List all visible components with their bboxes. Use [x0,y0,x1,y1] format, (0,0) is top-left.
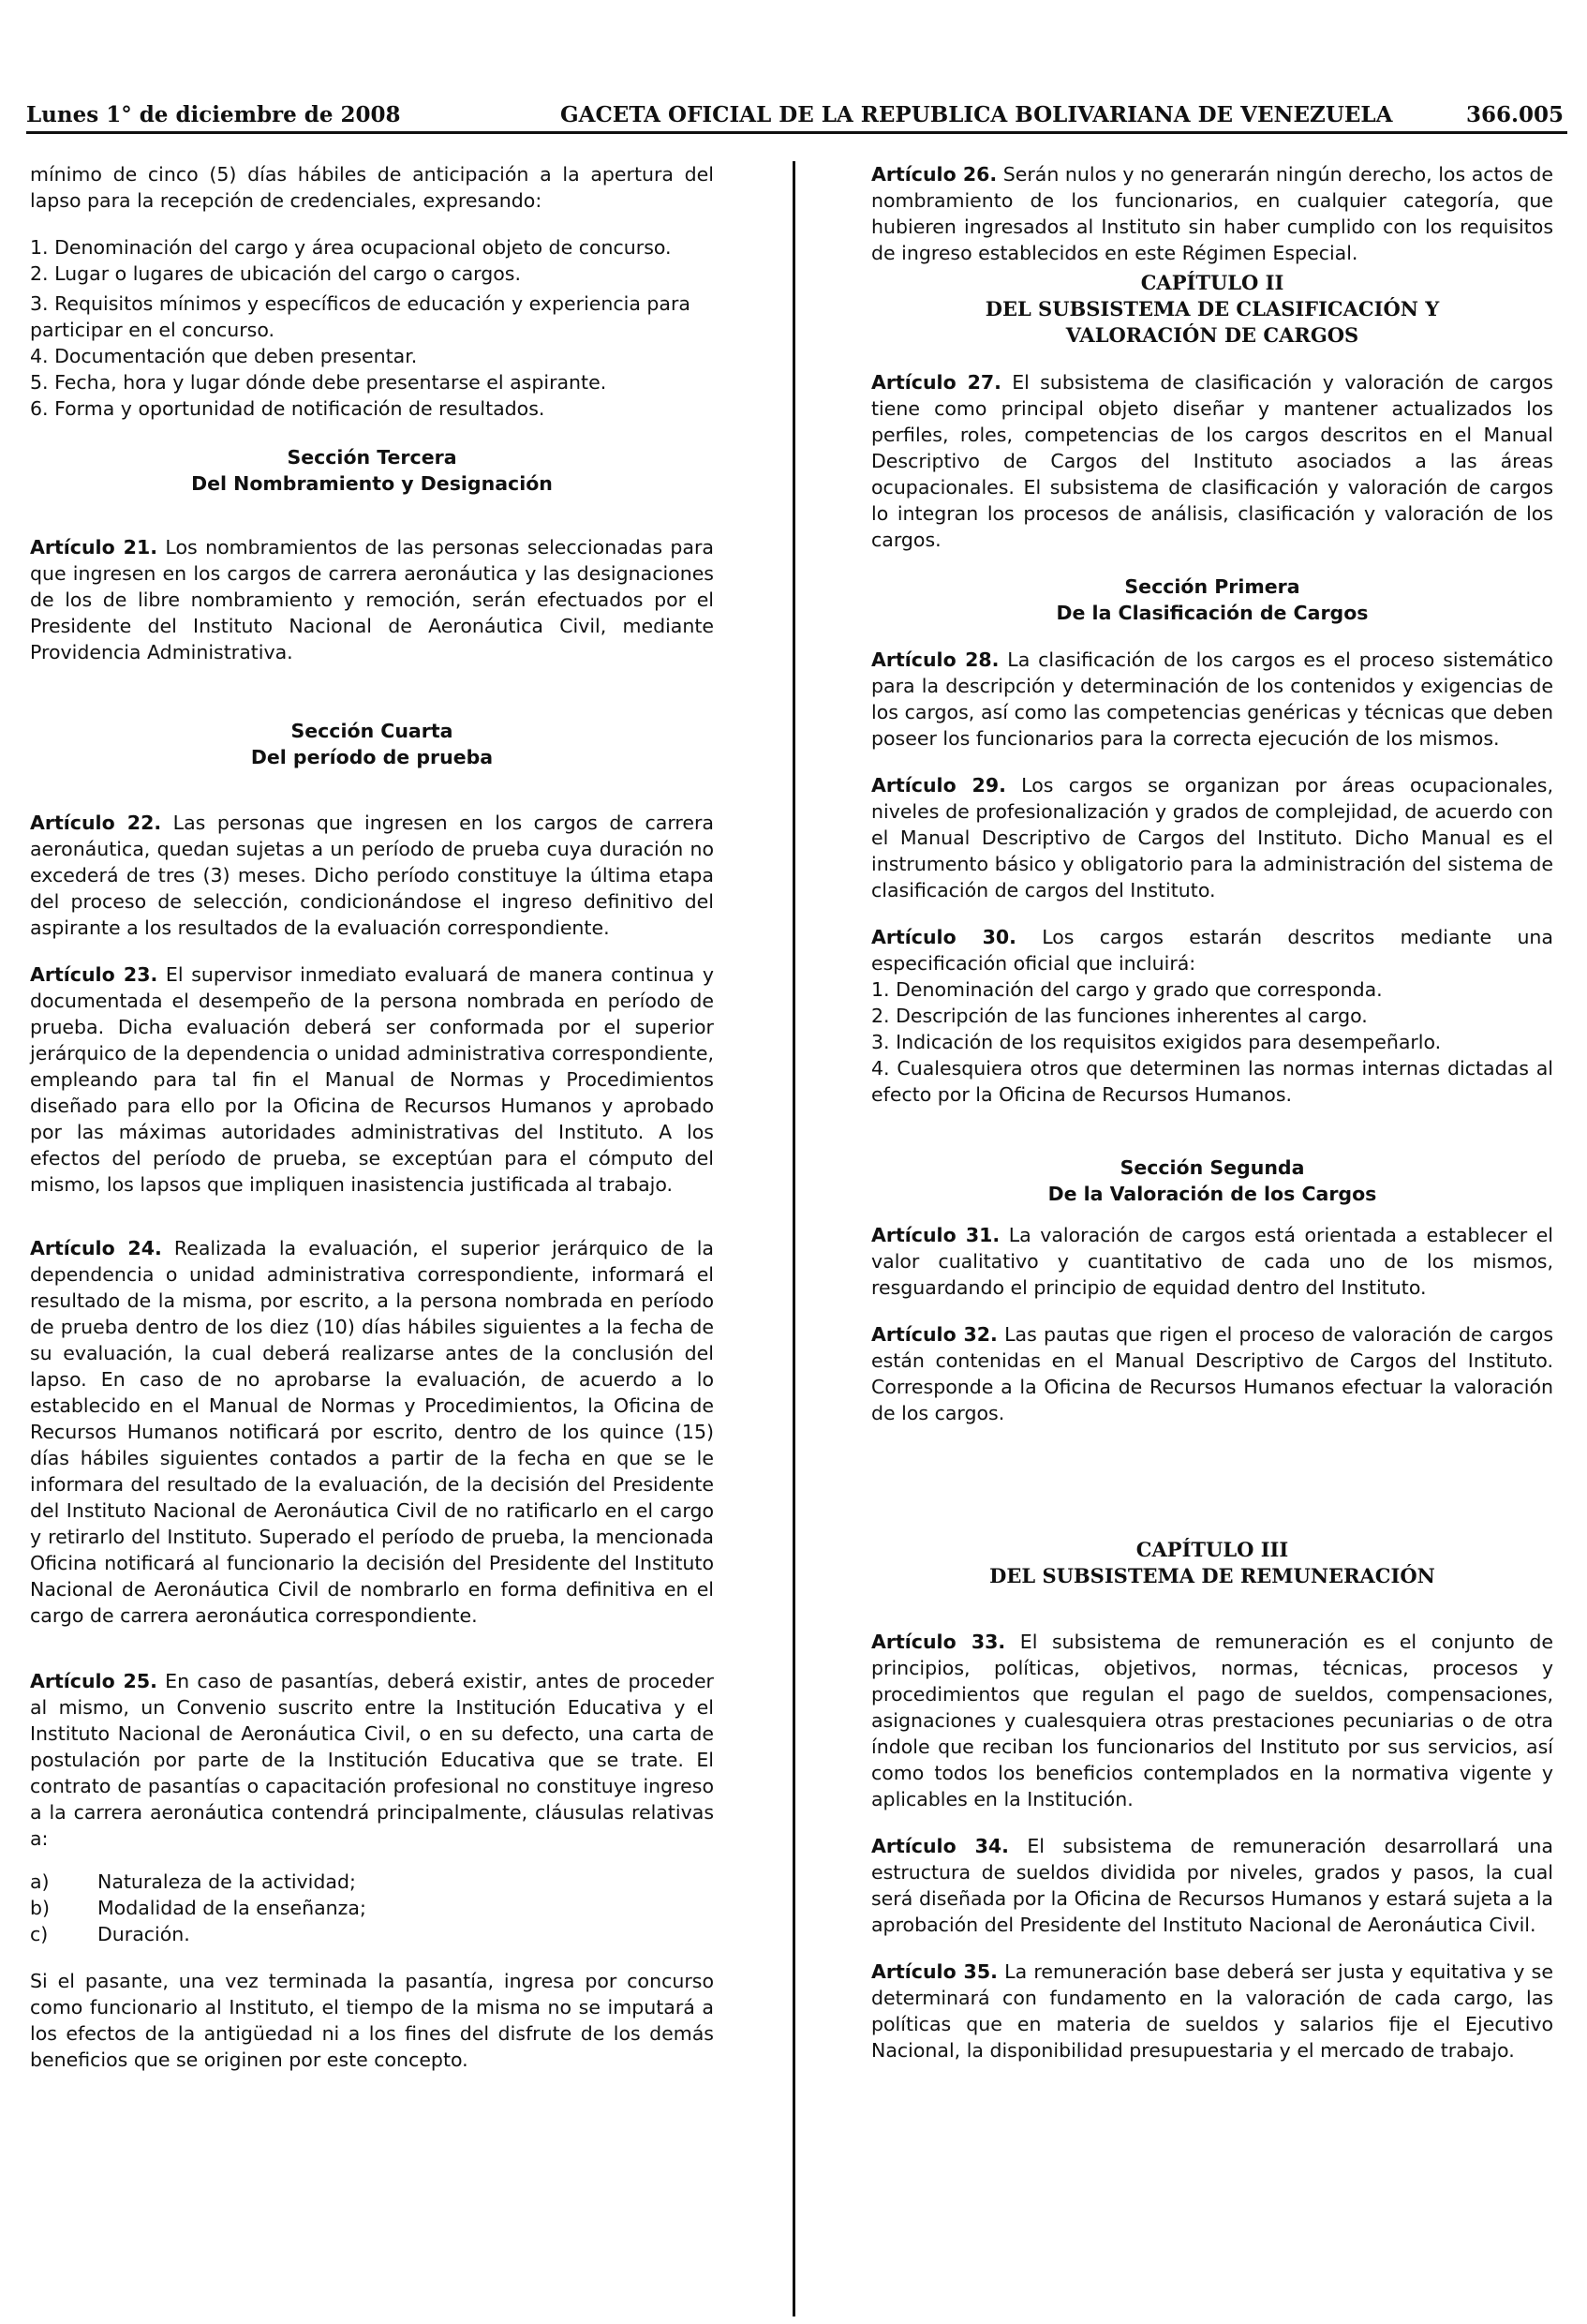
article-label: Artículo 31. [871,1224,1001,1246]
article-text: En caso de pasantías, deberá existir, antes de proceder al mismo, un Convenio suscrito entre la Institución Educativa y el Instituto Nacional de Aeronáutica Civil, o en su defecto, una carta de postulación por parte de la Institución Educativa que se trate. El contrato de pasantías o capacitación profesional no constituye ingreso a la carrera aeronáutica contendrá principalmente, cláusulas relativas a: [30,1670,714,1850]
article-text: Los cargos se organizan por áreas ocupacionales, niveles de profesionalización y grados de complejidad, de acuerdo con el Manual Descriptivo de Cargos del Instituto. Dicho Manual es el instrumento básico y obligatorio para la administración del sistema de clasificación de cargos del Instituto. [871,774,1553,901]
article-label: Artículo 33. [871,1631,1006,1653]
chapter-title: CAPÍTULO III [1135,1538,1289,1561]
list-item: 2. Lugar o lugares de ubicación del cargo o cargos. [30,262,521,285]
article-text: Los cargos estarán descritos mediante una especificación oficial que incluirá: [871,926,1553,975]
article-label: Artículo 34. [871,1835,1009,1857]
article-28 [871,647,1553,752]
article-text: La clasificación de los cargos es el proceso sistemático para la descripción y determinación de los contenidos y exigencias de los cargos, así como las competencias genéricas y técnicas que deben poseer los funcionarios para la correcta ejecución de los mismos. [871,648,1553,750]
chapter-subtitle: DEL SUBSISTEMA DE CLASIFICACIÓN Y [985,297,1440,320]
chapter-subtitle: VALORACIÓN DE CARGOS [1065,323,1359,347]
clause-item: a) Naturaleza de la actividad; [30,1870,356,1893]
header-title: GACETA OFICIAL DE LA REPUBLICA BOLIVARIANA DE VENEZUELA [560,102,1393,127]
section-title: Sección Cuarta [290,720,453,742]
article-label: Artículo 30. [871,926,1016,948]
article-text: Serán nulos y no generarán ningún derecho, los actos de nombramiento de los funcionarios, en cualquier categoría, que hubieren ingresados al Instituto sin haber cumplido con los requisitos de ingreso establecidos en este Régimen Especial. [871,163,1553,264]
right-column [871,161,1553,2063]
article-label: Artículo 23. [30,963,158,986]
article-label: Artículo 27. [871,371,1001,394]
list-item: 1. Denominación del cargo y área ocupacional objeto de concurso. [30,236,672,259]
article-label: Artículo 32. [871,1323,998,1346]
list-item: 5. Fecha, hora y lugar dónde debe presentarse el aspirante. [30,371,607,394]
article-32 [871,1321,1553,1426]
list-item: 3. Requisitos mínimos y específicos de educación y experiencia para participar en el concurso. [30,292,690,341]
list-item: 2. Descripción de las funciones inherentes al cargo. [871,1005,1368,1027]
article-33 [871,1629,1553,1812]
article-text: Las pautas que rigen el proceso de valoración de cargos están contenidas en el Manual Descriptivo de Cargos del Instituto. Corresponde a la Oficina de Recursos Humanos efectuar la valoración de los cargos. [871,1323,1553,1424]
article-text: Las personas que ingresen en los cargos de carrera aeronáutica, quedan sujetas a un período de prueba cuya duración no excederá de tres (3) meses. Dicho período constituye la última etapa del proceso de selección, condicionándose el ingreso definitivo del aspirante a los resultados de la evaluación correspondiente. [30,812,714,939]
left-column [30,161,714,2073]
article-label: Artículo 26. [871,163,998,186]
article-34 [871,1833,1553,1938]
article-26 [871,161,1553,266]
section-subtitle: Del Nombramiento y Designación [191,472,553,495]
section-title: Sección Primera [1124,575,1300,598]
section-title: Sección Tercera [287,446,457,469]
article-text: Los nombramientos de las personas seleccionadas para que ingresen en los cargos de carrera aeronáutica y las designaciones de los de libre nombramiento y remoción, serán efectuados por el Presidente del Instituto Nacional de Aeronáutica Civil, mediante Providencia Administrativa. [30,536,714,663]
article-25 [30,1668,714,1852]
article-label: Artículo 29. [871,774,1006,797]
article-text: La remuneración base deberá ser justa y equitativa y se determinará con fundamento en la valoración de cada cargo, las políticas que en materia de sueldos y salarios fije el Ejecutivo Nacional, la disponibilidad presupuestaria y el mercado de trabajo. [871,1960,1553,2062]
closing-paragraph: Si el pasante, una vez terminada la pasantía, ingresa por concurso como funcionario al Instituto, el tiempo de la misma no se imputará a los efectos de la antigüedad ni a los fines del disfrute de los demás beneficios que se originen por este concepto. [30,1970,714,2071]
page-header [26,94,1567,134]
article-text: El subsistema de remuneración desarrollará una estructura de sueldos dividida por niveles, grados y pasos, la cual será diseñada por la Oficina de Recursos Humanos y estará sujeta a la aprobación del Presidente del Instituto Nacional de Aeronáutica Civil. [871,1835,1553,1936]
article-text: El supervisor inmediato evaluará de manera continua y documentada el desempeño de la persona nombrada en período de prueba. Dicha evaluación deberá ser conformada por el superior jerárquico de la dependencia o unidad administrativa correspondiente, empleando para tal fin el Manual de Normas y Procedimientos diseñado para ello por la Oficina de Recursos Humanos y aprobado por las máximas autoridades administrativas del Instituto. A los efectos del período de prueba, se exceptúan para el cómputo del mismo, los lapsos que impliquen inasistencia justificada al trabajo. [30,963,714,1196]
article-label: Artículo 25. [30,1670,157,1692]
article-24 [30,1235,714,1629]
article-21 [30,534,714,665]
clause-item: c) Duración. [30,1923,190,1945]
article-23 [30,961,714,1198]
article-22 [30,810,714,941]
chapter-subtitle: DEL SUBSISTEMA DE REMUNERACIÓN [989,1564,1435,1587]
article-30 [871,924,1553,976]
list-item: 4. Documentación que deben presentar. [30,345,418,367]
article-27 [871,369,1553,553]
list-item: 3. Indicación de los requisitos exigidos para desempeñarlo. [871,1031,1442,1053]
clause-item: b) Modalidad de la enseñanza; [30,1897,366,1919]
list-item: 6. Forma y oportunidad de notificación de resultados. [30,397,545,420]
article-label: Artículo 21. [30,536,157,559]
article-35 [871,1959,1553,2063]
intro-paragraph: mínimo de cinco (5) días hábiles de anticipación a la apertura del lapso para la recepción de credenciales, expresando: [30,163,714,212]
section-subtitle: Del período de prueba [250,746,494,768]
chapter-title: CAPÍTULO II [1140,271,1284,294]
section-subtitle: De la Clasificación de Cargos [1056,602,1369,624]
article-text: El subsistema de remuneración es el conjunto de principios, políticas, objetivos, normas, técnicas, procesos y procedimientos que regulan el pago de sueldos, compensaciones, asignaciones y cualesquiera otras prestaciones pecuniarias o de otra índole que reciban los funcionarios del Instituto por sus servicios, así como todos los beneficios contemplados en la normativa vigente y aplicables en la Institución. [871,1631,1553,1810]
article-label: Artículo 28. [871,648,1000,671]
article-label: Artículo 24. [30,1237,162,1259]
article-label: Artículo 22. [30,812,162,834]
article-29 [871,772,1553,903]
list-item: 4. Cualesquiera otros que determinen las normas internas dictadas al efecto por la Oficina de Recursos Humanos. [871,1057,1553,1106]
list-item: 1. Denominación del cargo y grado que corresponda. [871,978,1383,1001]
article-text: El subsistema de clasificación y valoración de cargos tiene como principal objeto diseñar y mantener actualizados los perfiles, roles, competencias de los cargos descritos en el Manual Descriptivo de Cargos del Instituto asociados a las áreas ocupacionales. El subsistema de clasificación y valoración de cargos lo integran los procesos de análisis, clasificación y valoración de los cargos. [871,371,1553,551]
article-text: Realizada la evaluación, el superior jerárquico de la dependencia o unidad administrativa correspondiente, informará el resultado de la misma, por escrito, a la persona nombrada en período de prueba dentro de los diez (10) días hábiles siguientes a la fecha de su evaluación, la cual deberá realizarse antes de la conclusión del lapso. En caso de no aprobarse la evaluación, de acuerdo a lo establecido en el Manual de Normas y Procedimientos, la Oficina de Recursos Humanos notificará por escrito, dentro de los quince (15) días hábiles siguientes contados a partir de la fecha en que se le informara del resultado de la evaluación, de la decisión del Presidente del Instituto Nacional de Aeronáutica Civil de no ratificarlo en el cargo y retirarlo del Instituto. Superado el período de prueba, la mencionada Oficina notificará al funcionario la decisión del Presidente del Instituto Nacional de Aeronáutica Civil de nombrarlo en forma definitiva en el cargo de carrera aeronáutica correspondiente. [30,1237,714,1627]
header-date: Lunes 1° de diciembre de 2008 [26,102,401,127]
header-page-number: 366.005 [1465,102,1564,127]
column-divider [793,161,795,2317]
article-label: Artículo 35. [871,1960,998,1983]
article-31 [871,1222,1553,1301]
section-subtitle: De la Valoración de los Cargos [1047,1183,1377,1205]
section-title: Sección Segunda [1120,1156,1305,1179]
article-text: La valoración de cargos está orientada a establecer el valor cualitativo y cuantitativo de cada uno de los mismos, resguardando el principio de equidad dentro del Instituto. [871,1224,1553,1299]
